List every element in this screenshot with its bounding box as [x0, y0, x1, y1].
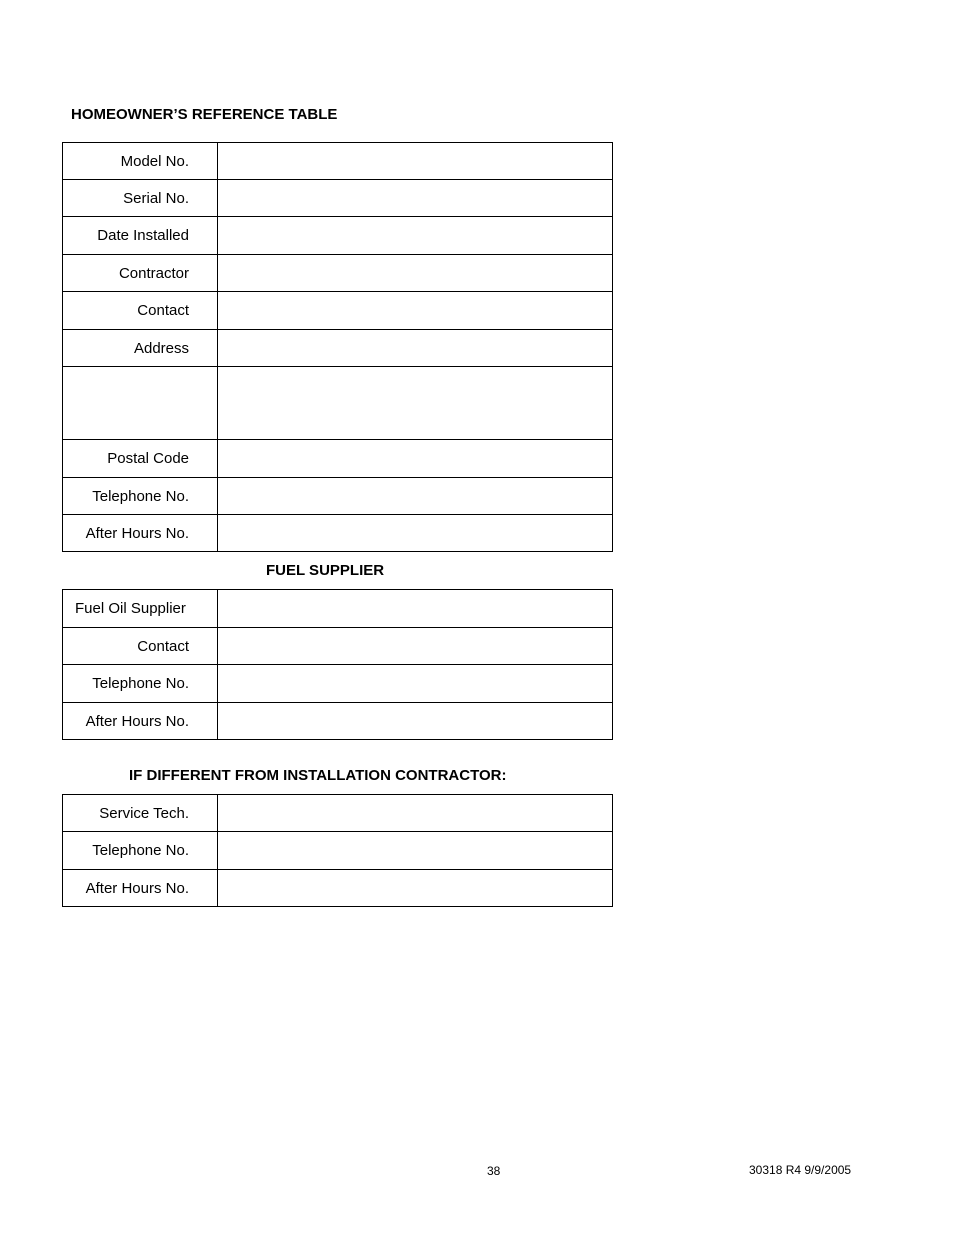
table-row — [63, 665, 613, 703]
row-label: Contact — [63, 628, 218, 665]
supplier-contact-field[interactable] — [218, 628, 613, 665]
table-row — [63, 515, 613, 552]
row-label: Serial No. — [63, 180, 218, 217]
row-label: Fuel Oil Supplier — [63, 590, 218, 628]
row-label: Model No. — [63, 143, 218, 180]
table-row — [63, 590, 613, 628]
table-row — [63, 217, 613, 255]
row-label: After Hours No. — [63, 703, 218, 740]
table-row — [63, 440, 613, 478]
document-id: 30318 R4 9/9/2005 — [749, 1163, 852, 1177]
table-row — [63, 628, 613, 665]
serial-no-field[interactable] — [218, 180, 613, 217]
table-row — [63, 795, 613, 832]
homeowner-reference-table — [62, 142, 613, 552]
row-label: After Hours No. — [63, 870, 218, 907]
row-label: Postal Code — [63, 440, 218, 478]
row-label: Service Tech. — [63, 795, 218, 832]
service-tech-field[interactable] — [218, 795, 613, 832]
postal-code-field[interactable] — [218, 440, 613, 478]
row-label: After Hours No. — [63, 515, 218, 552]
homeowner-table-title: HOMEOWNER’S REFERENCE TABLE — [71, 106, 338, 123]
date-installed-field[interactable] — [218, 217, 613, 255]
telephone-no-field[interactable] — [218, 478, 613, 515]
row-label: Telephone No. — [63, 665, 218, 703]
table-row — [63, 478, 613, 515]
row-label: Contact — [63, 292, 218, 330]
fuel-supplier-title: FUEL SUPPLIER — [266, 562, 385, 579]
table-row — [63, 870, 613, 907]
table-row — [63, 180, 613, 217]
table-row — [63, 255, 613, 292]
service-tech-table — [62, 794, 613, 907]
table-row — [63, 143, 613, 180]
row-label: Date Installed — [63, 217, 218, 255]
table-row — [63, 330, 613, 367]
service-telephone-field[interactable] — [218, 832, 613, 870]
service-section-title: IF DIFFERENT FROM INSTALLATION CONTRACTOR: — [129, 767, 507, 784]
row-label: Address — [63, 330, 218, 367]
address-field[interactable] — [218, 330, 613, 367]
page-number: 38 — [487, 1164, 501, 1178]
after-hours-no-field[interactable] — [218, 515, 613, 552]
fuel-oil-supplier-field[interactable] — [218, 590, 613, 628]
contractor-field[interactable] — [218, 255, 613, 292]
supplier-telephone-field[interactable] — [218, 665, 613, 703]
table-row — [63, 703, 613, 740]
supplier-after-hours-field[interactable] — [218, 703, 613, 740]
contact-field[interactable] — [218, 292, 613, 330]
address-continued-field[interactable] — [218, 367, 613, 440]
table-row — [63, 292, 613, 330]
table-row — [63, 367, 613, 440]
row-label — [63, 367, 218, 440]
table-row — [63, 832, 613, 870]
row-label: Contractor — [63, 255, 218, 292]
service-after-hours-field[interactable] — [218, 870, 613, 907]
row-label: Telephone No. — [63, 478, 218, 515]
fuel-supplier-table — [62, 589, 613, 740]
row-label: Telephone No. — [63, 832, 218, 870]
model-no-field[interactable] — [218, 143, 613, 180]
